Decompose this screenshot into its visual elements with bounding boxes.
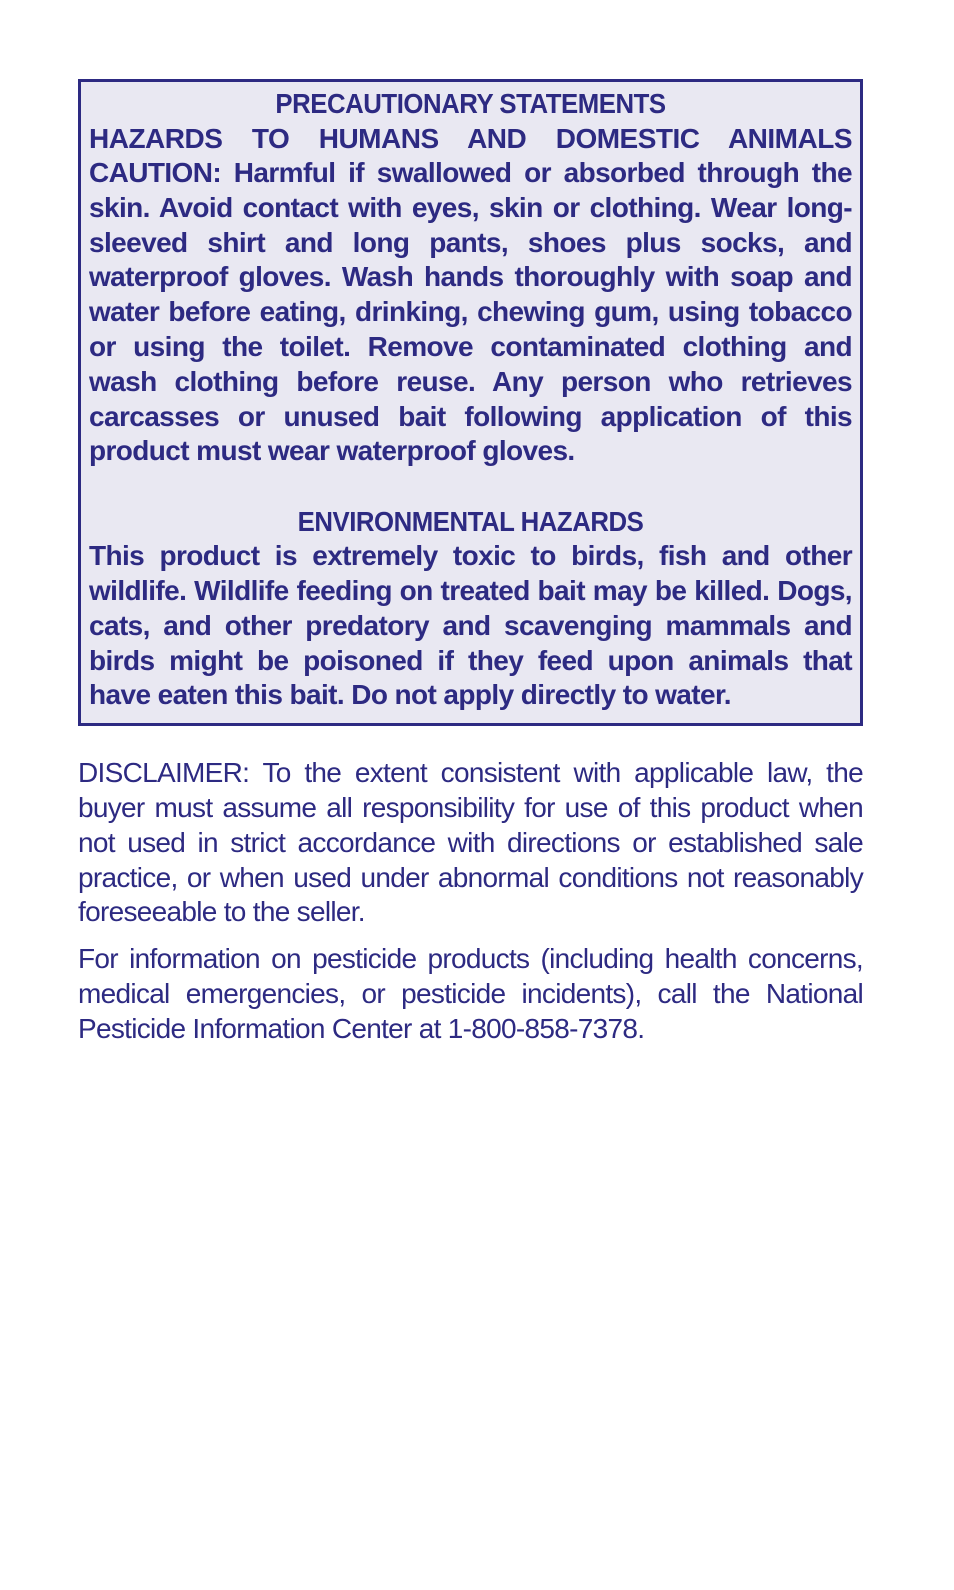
label-page [78, 79, 863, 1047]
caution-text: Harmful if swallowed or absorbed through the skin. Avoid contact with eyes, skin or clothing. Wear long-sleeved shirt and long pants, shoes plus socks, and waterproof gloves. Wash hands thoroughly with soap and water before eating, drinking, chewing gum, using tobacco or using the toilet. Remove contaminated clothing and wash clothing before reuse. Any person who retrieves carcasses or unused bait following application of this product must wear waterproof gloves. [89, 157, 852, 467]
environmental-title: ENVIRONMENTAL HAZARDS [297, 506, 644, 538]
caution-label: CAUTION: [89, 157, 222, 188]
hazards-heading: HAZARDS TO HUMANS AND DOMESTIC ANIMALS [89, 123, 852, 154]
information-paragraph: For information on pesticide products (including health concerns, medical emergencies, or pesticide incidents), call the National Pesticide Information Center at 1-800-858-7378. [78, 943, 863, 1044]
precautionary-box [78, 79, 863, 726]
disclaimer-paragraph: DISCLAIMER: To the extent consistent with applicable law, the buyer must assume all responsibility for use of this product when not used in strict accordance with directions or established sale practice, or when used under abnormal conditions not reasonably foreseeable to the seller. [78, 757, 863, 928]
precautionary-title: PRECAUTIONARY STATEMENTS [275, 88, 666, 119]
environmental-text: This product is extremely toxic to birds, fish and other wildlife. Wildlife feeding on treated bait may be killed. Dogs, cats, and other predatory and scavenging mammals and birds might be poisoned if they feed upon animals that have eaten this bait. Do not apply directly to water. [89, 540, 852, 711]
caution-paragraph [89, 156, 852, 469]
section-spacer [89, 469, 852, 504]
